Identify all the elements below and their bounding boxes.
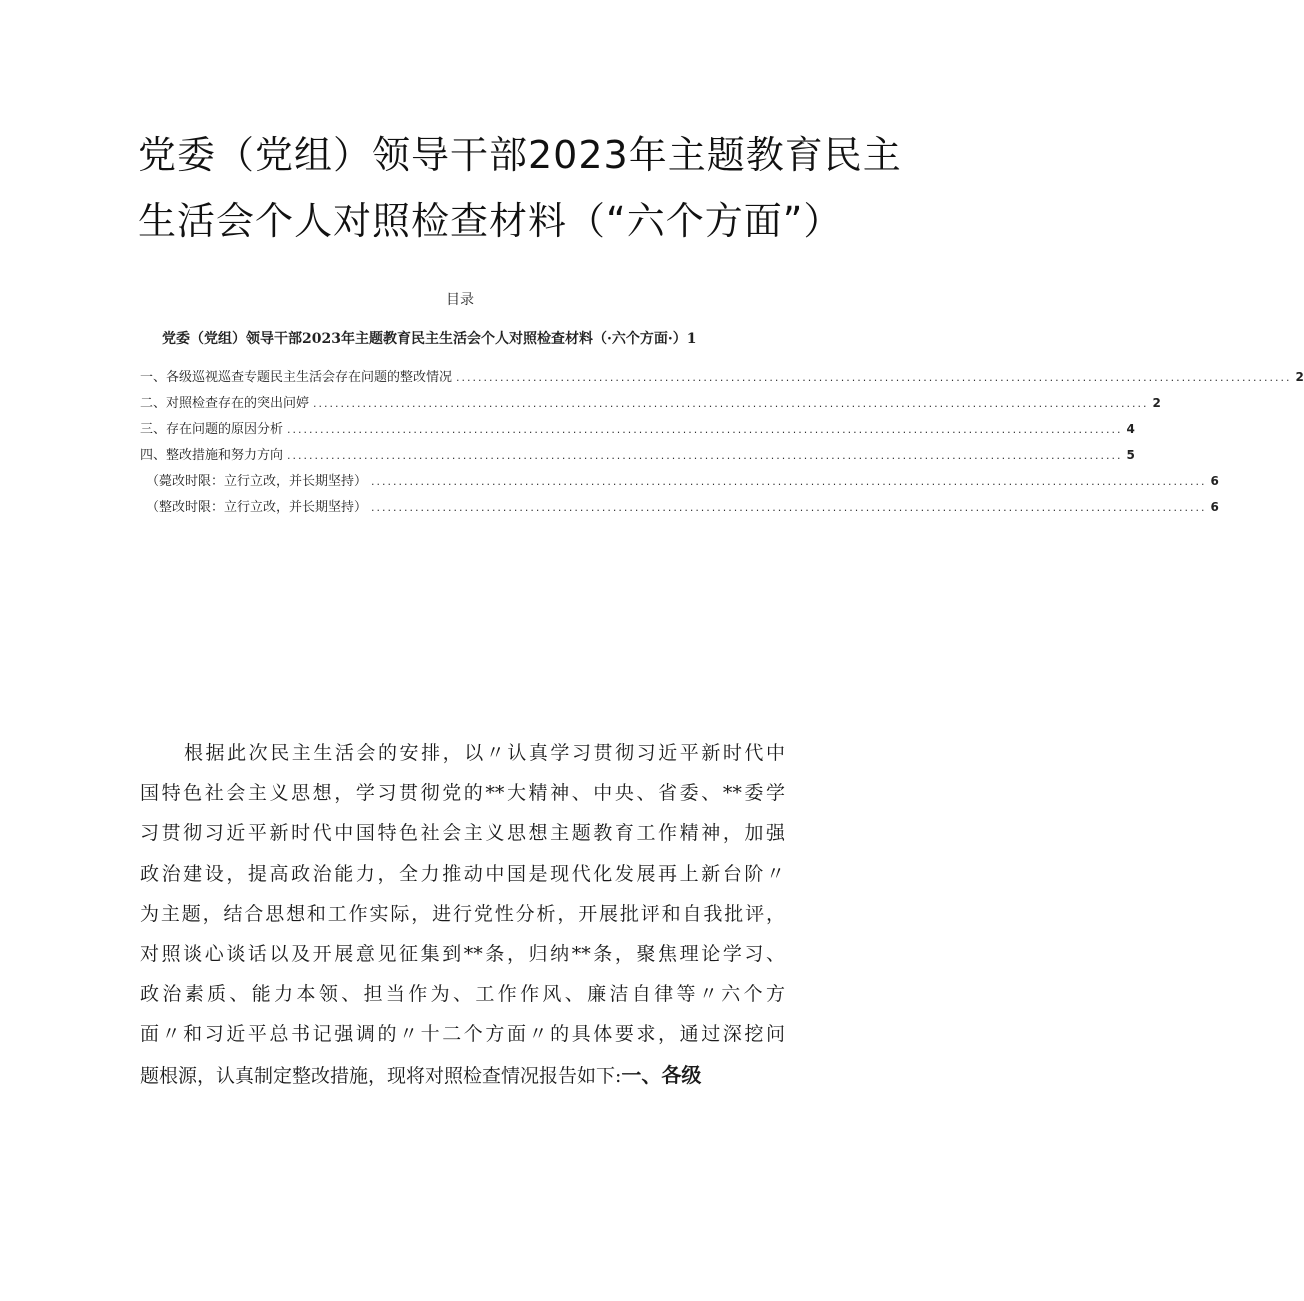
toc-leader-dots: ........................................................................................................................................................ [313,397,1149,410]
toc-item-page: 4 [1126,422,1135,436]
toc-list [140,366,1304,522]
toc-item[interactable] [140,470,1219,496]
section-heading-inline: 一、各级 [621,1062,702,1087]
toc-item-page: 2 [1152,396,1161,410]
toc-item-label: 一、各级巡视巡查专题民主生活会存在问题的整改情况 [140,370,453,385]
toc-item-label: （整改时限：立行立改，并长期坚持） [146,500,368,515]
toc-item-label: 四、整改措施和努力方向 [140,448,284,463]
body-line: 政治素质、能力本领、担当作为、工作作风、廉洁自律等〃六个方 [140,983,785,1006]
title-line-2: 生活会个人对照检查材料（“六个方面”） [138,199,843,243]
toc-item-page: 5 [1126,448,1135,462]
toc-leader-dots: ........................................................................................................................................................ [287,449,1123,462]
body-line: 国特色社会主义思想，学习贯彻党的**大精神、中央、省委、**委学 [140,782,785,805]
toc-leader-dots: ........................................................................................................................................................ [371,501,1207,514]
body-line: 根据此次民主生活会的安排，以〃认真学习贯彻习近平新时代中 [184,742,785,764]
toc-item-page: 2 [1295,370,1304,384]
toc-item-label: 二、对照检查存在的突出问婷 [140,396,310,411]
toc-item[interactable] [140,444,1135,470]
body-line: 政治建设，提高政治能力，全力推动中国是现代化发展再上新台阶〃 [140,862,785,885]
toc-item[interactable] [140,418,1135,444]
body-line: 面〃和习近平总书记强调的〃十二个方面〃的具体要求，通过深挖问 [140,1023,785,1046]
toc-heading: 目录 [446,292,474,308]
body-line: 习贯彻习近平新时代中国特色社会主义思想主题教育工作精神，加强 [140,822,785,845]
body-line-last [140,1055,785,1096]
toc-leader-dots: ........................................................................................................................................................ [456,371,1292,384]
document-title [138,122,902,254]
toc-leader-dots: ........................................................................................................................................................ [287,423,1123,436]
body-line: 对照谈心谈话以及开展意见征集到**条，归纳**条，聚焦理论学习、 [140,943,785,966]
body-last-text: 题根源，认真制定整改措施，现将对照检查情况报告如下: [140,1064,622,1087]
body-paragraph [140,733,785,1096]
toc-item-page: 6 [1210,474,1219,488]
toc-leader-dots: ........................................................................................................................................................ [371,475,1207,488]
toc-item[interactable] [140,366,1304,392]
toc-item-label: 三、存在问题的原因分析 [140,422,284,437]
toc-item-label: （薨改时限：立行立改，并长期坚持） [146,474,368,489]
toc-item[interactable] [140,496,1219,522]
toc-item-page: 6 [1210,500,1219,514]
title-line-1: 党委（党组）领导干部2023年主题教育民主 [138,133,902,177]
toc-main-entry[interactable]: 党委（党组）领导干部2023年主题教育民主生活会个人对照检查材料（·六个方面·）1 [162,331,697,347]
toc-item[interactable] [140,392,1161,418]
body-line: 为主题，结合思想和工作实际，进行党性分析，开展批评和自我批评， [140,902,785,925]
